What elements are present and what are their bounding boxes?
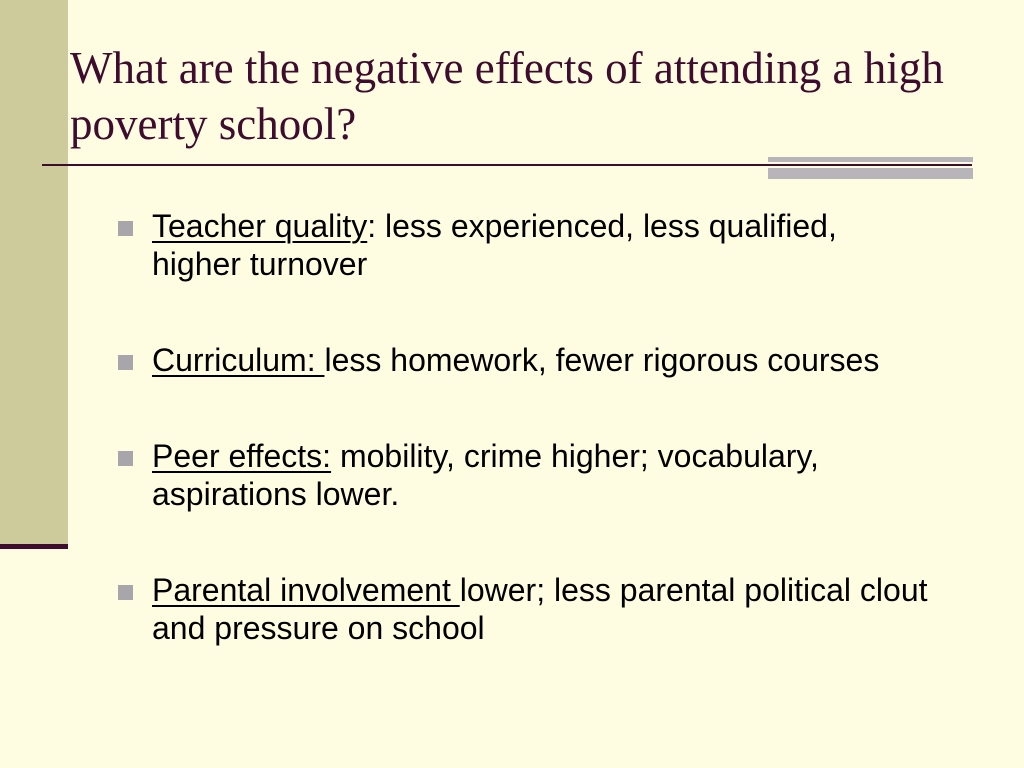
left-accent-underline (0, 544, 68, 549)
accent-bar-thin (768, 157, 973, 162)
left-accent-bar (0, 0, 68, 544)
bullet-text: mobility, crime higher; vocabulary, aspirations lower. (152, 438, 819, 512)
bullet-item-curriculum (114, 341, 934, 379)
title-accent-bars (768, 157, 973, 179)
bullet-text: lower; less parental political clout and pressure on school (152, 572, 928, 646)
slide-title: What are the negative effects of attending a high poverty school? (70, 43, 944, 149)
bullet-item-teacher-quality (114, 207, 934, 283)
accent-bar-thick (768, 168, 973, 179)
square-bullet-icon (118, 585, 133, 600)
bullet-item-parental-involvement (114, 571, 934, 647)
bullet-list (114, 207, 934, 705)
bullet-term: Parental involvement (152, 572, 460, 608)
square-bullet-icon (118, 451, 133, 466)
square-bullet-icon (118, 355, 133, 370)
bullet-item-peer-effects (114, 437, 934, 513)
bullet-text: : less experienced, less qualified, higher turnover (152, 208, 837, 282)
bullet-term: Peer effects: (152, 438, 332, 474)
square-bullet-icon (118, 221, 133, 236)
bullet-text: less homework, fewer rigorous courses (324, 342, 880, 378)
bullet-term: Curriculum: (152, 342, 325, 378)
bullet-term: Teacher quality (152, 208, 368, 244)
